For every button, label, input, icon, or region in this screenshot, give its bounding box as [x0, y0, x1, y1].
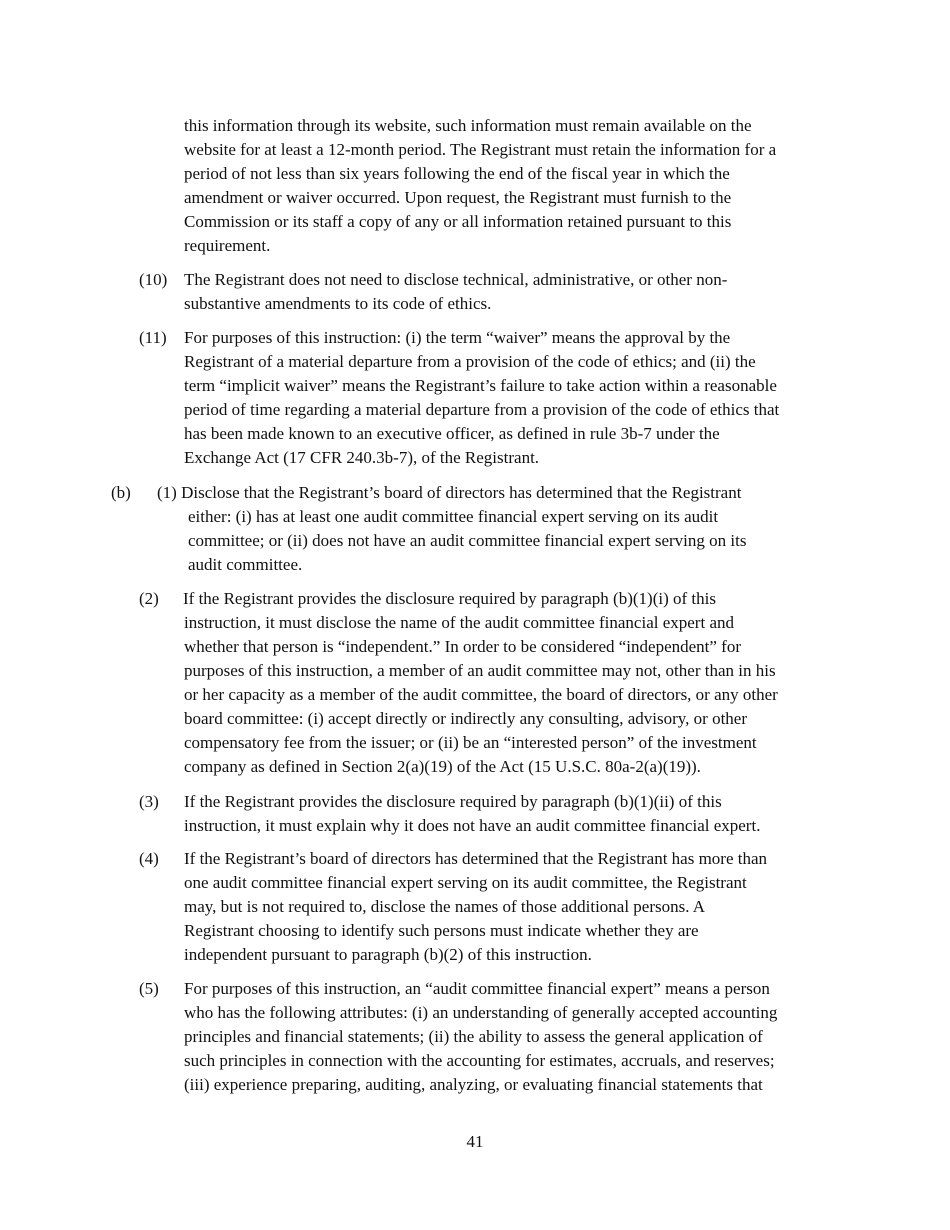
- item-text: If the Registrant’s board of directors has determined that the Registrant has more than one audit committee financial expert serving on its audit committee, the Registrant may, but is not required to, disclose the names of those additional persons. A Registrant choosing to identify such persons must indicate whether they are independent pursuant to paragraph (b)(2) of this instruction.: [184, 849, 768, 964]
- item-text: If the Registrant provides the disclosure required by paragraph (b)(1)(i) of this instruction, it must disclose the name of the audit committee financial expert and whether that person is “independent.” In order to be considered “independent” for purposes of this instruction, a member of an audit committee may not, other than in his or her capacity as a member of the audit committee, the board of directors, or any other board committee: (i) accept directly or indirectly any consulting, advisory, or other compensatory fee from the issuer; or (ii) be an “interested person” of the investment company as defined in Section 2(a)(19) of the Act (15 U.S.C. 80a-2(a)(19)).: [183, 589, 778, 776]
- item-number: (11): [139, 328, 167, 347]
- item-number: (10): [139, 270, 168, 289]
- section-letter: (b): [111, 483, 131, 502]
- page-number: 41: [466, 1132, 484, 1151]
- item-number: (3): [139, 792, 159, 811]
- item-number: (4): [139, 849, 159, 868]
- item-number: (5): [139, 979, 159, 998]
- item-text: For purposes of this instruction: (i) the term “waiver” means the approval by the Registrant of a material departure from a provision of the code of ethics; and (ii) the term “implicit waiver” means the Registrant’s failure to take action within a reasonable period of time regarding a material departure from a provision of the code of ethics that has been made known to an executive officer, as defined in rule 3b-7 under the Exchange Act (17 CFR 240.3b-7), of the Registrant.: [184, 328, 780, 467]
- item-text: The Registrant does not need to disclose technical, administrative, or other non- substantive amendments to its code of ethics.: [184, 270, 728, 313]
- paragraph-text: this information through its website, such information must remain available on the website for at least a 12-month period. The Registrant must retain the information for a period of not less than six years following the end of the fiscal year in which the amendment or waiver occurred. Upon request, the Registrant must furnish to the Commission or its staff a copy of any or all information retained pursuant to this requirement.: [184, 116, 777, 255]
- section-first-line: (1) Disclose that the Registrant’s board of directors has determined that the Registrant: [157, 483, 742, 502]
- item-text: For purposes of this instruction, an “audit committee financial expert” means a person who has the following attributes: (i) an understanding of generally accepted accounting principles and financial statements; (ii) the ability to assess the general application of such principles in connection with the accounting for estimates, accruals, and reserves; (iii) experience preparing, auditing, analyzing, or evaluating financial statements that: [184, 979, 778, 1094]
- section-continuation: either: (i) has at least one audit committee financial expert serving on its audit committee; or (ii) does not have an audit committee financial expert serving on its audit committee.: [188, 507, 747, 574]
- item-text: If the Registrant provides the disclosure required by paragraph (b)(1)(ii) of this instruction, it must explain why it does not have an audit committee financial expert.: [184, 792, 761, 835]
- item-number: (2): [139, 589, 159, 608]
